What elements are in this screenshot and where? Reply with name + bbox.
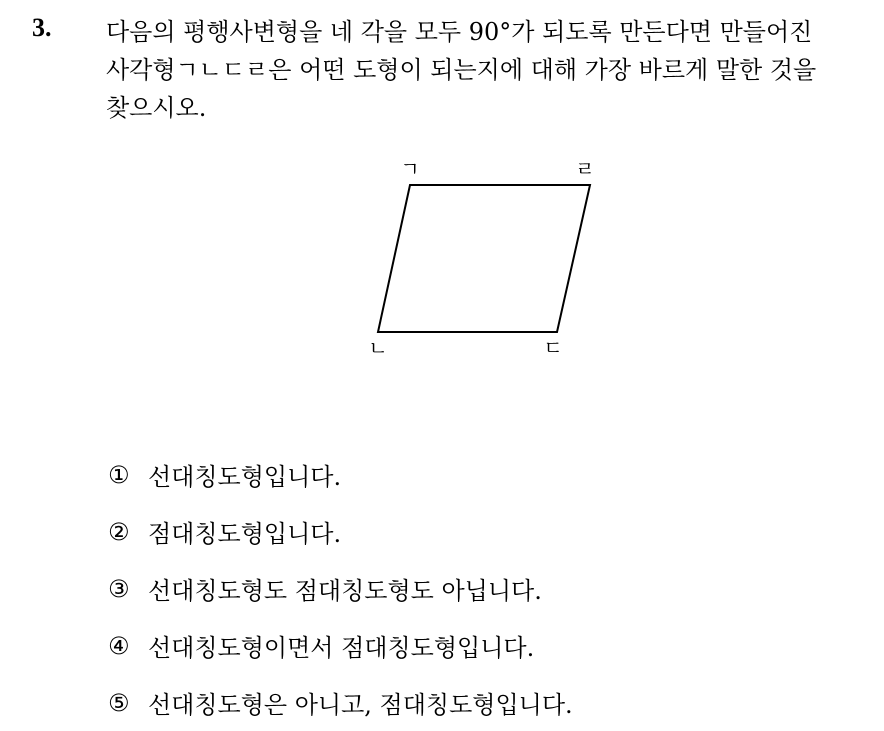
question-line-2: 사각형ㄱㄴㄷㄹ은 어떤 도형이 되는지에 대해 가장 바르게 말한 것을 (106, 56, 817, 84)
choice-5-number: ⑤ (108, 688, 130, 717)
choice-4-number: ④ (108, 631, 130, 660)
choice-2[interactable] (108, 503, 573, 560)
choice-1[interactable] (108, 446, 573, 503)
choice-3-text: 선대칭도형도 점대칭도형도 아닙니다. (148, 577, 542, 605)
parallelogram-shape (378, 185, 590, 332)
choice-2-number: ② (108, 517, 130, 546)
vertex-label-bottom-left: ㄴ (368, 336, 388, 360)
answer-choices (108, 446, 573, 731)
question-line-3: 찾으시오. (106, 94, 207, 122)
choice-5[interactable] (108, 674, 573, 731)
choice-2-text: 점대칭도형입니다. (148, 520, 342, 548)
vertex-label-bottom-right: ㄷ (543, 336, 563, 360)
choice-1-text: 선대칭도형입니다. (148, 463, 342, 491)
choice-4[interactable] (108, 617, 573, 674)
choice-3[interactable] (108, 560, 573, 617)
choice-3-number: ③ (108, 574, 130, 603)
choice-1-number: ① (108, 460, 130, 489)
question-stem (106, 13, 876, 127)
vertex-label-top-right: ㄹ (575, 157, 595, 181)
vertex-label-top-left: ㄱ (400, 157, 420, 181)
question-number: 3. (32, 13, 52, 42)
question-line-1: 다음의 평행사변형을 네 각을 모두 90°가 되도록 만든다면 만들어진 (106, 18, 813, 46)
parallelogram-svg (360, 152, 610, 362)
parallelogram-figure (360, 152, 610, 362)
choice-4-text: 선대칭도형이면서 점대칭도형입니다. (148, 634, 535, 662)
choice-5-text: 선대칭도형은 아니고, 점대칭도형입니다. (148, 691, 573, 719)
